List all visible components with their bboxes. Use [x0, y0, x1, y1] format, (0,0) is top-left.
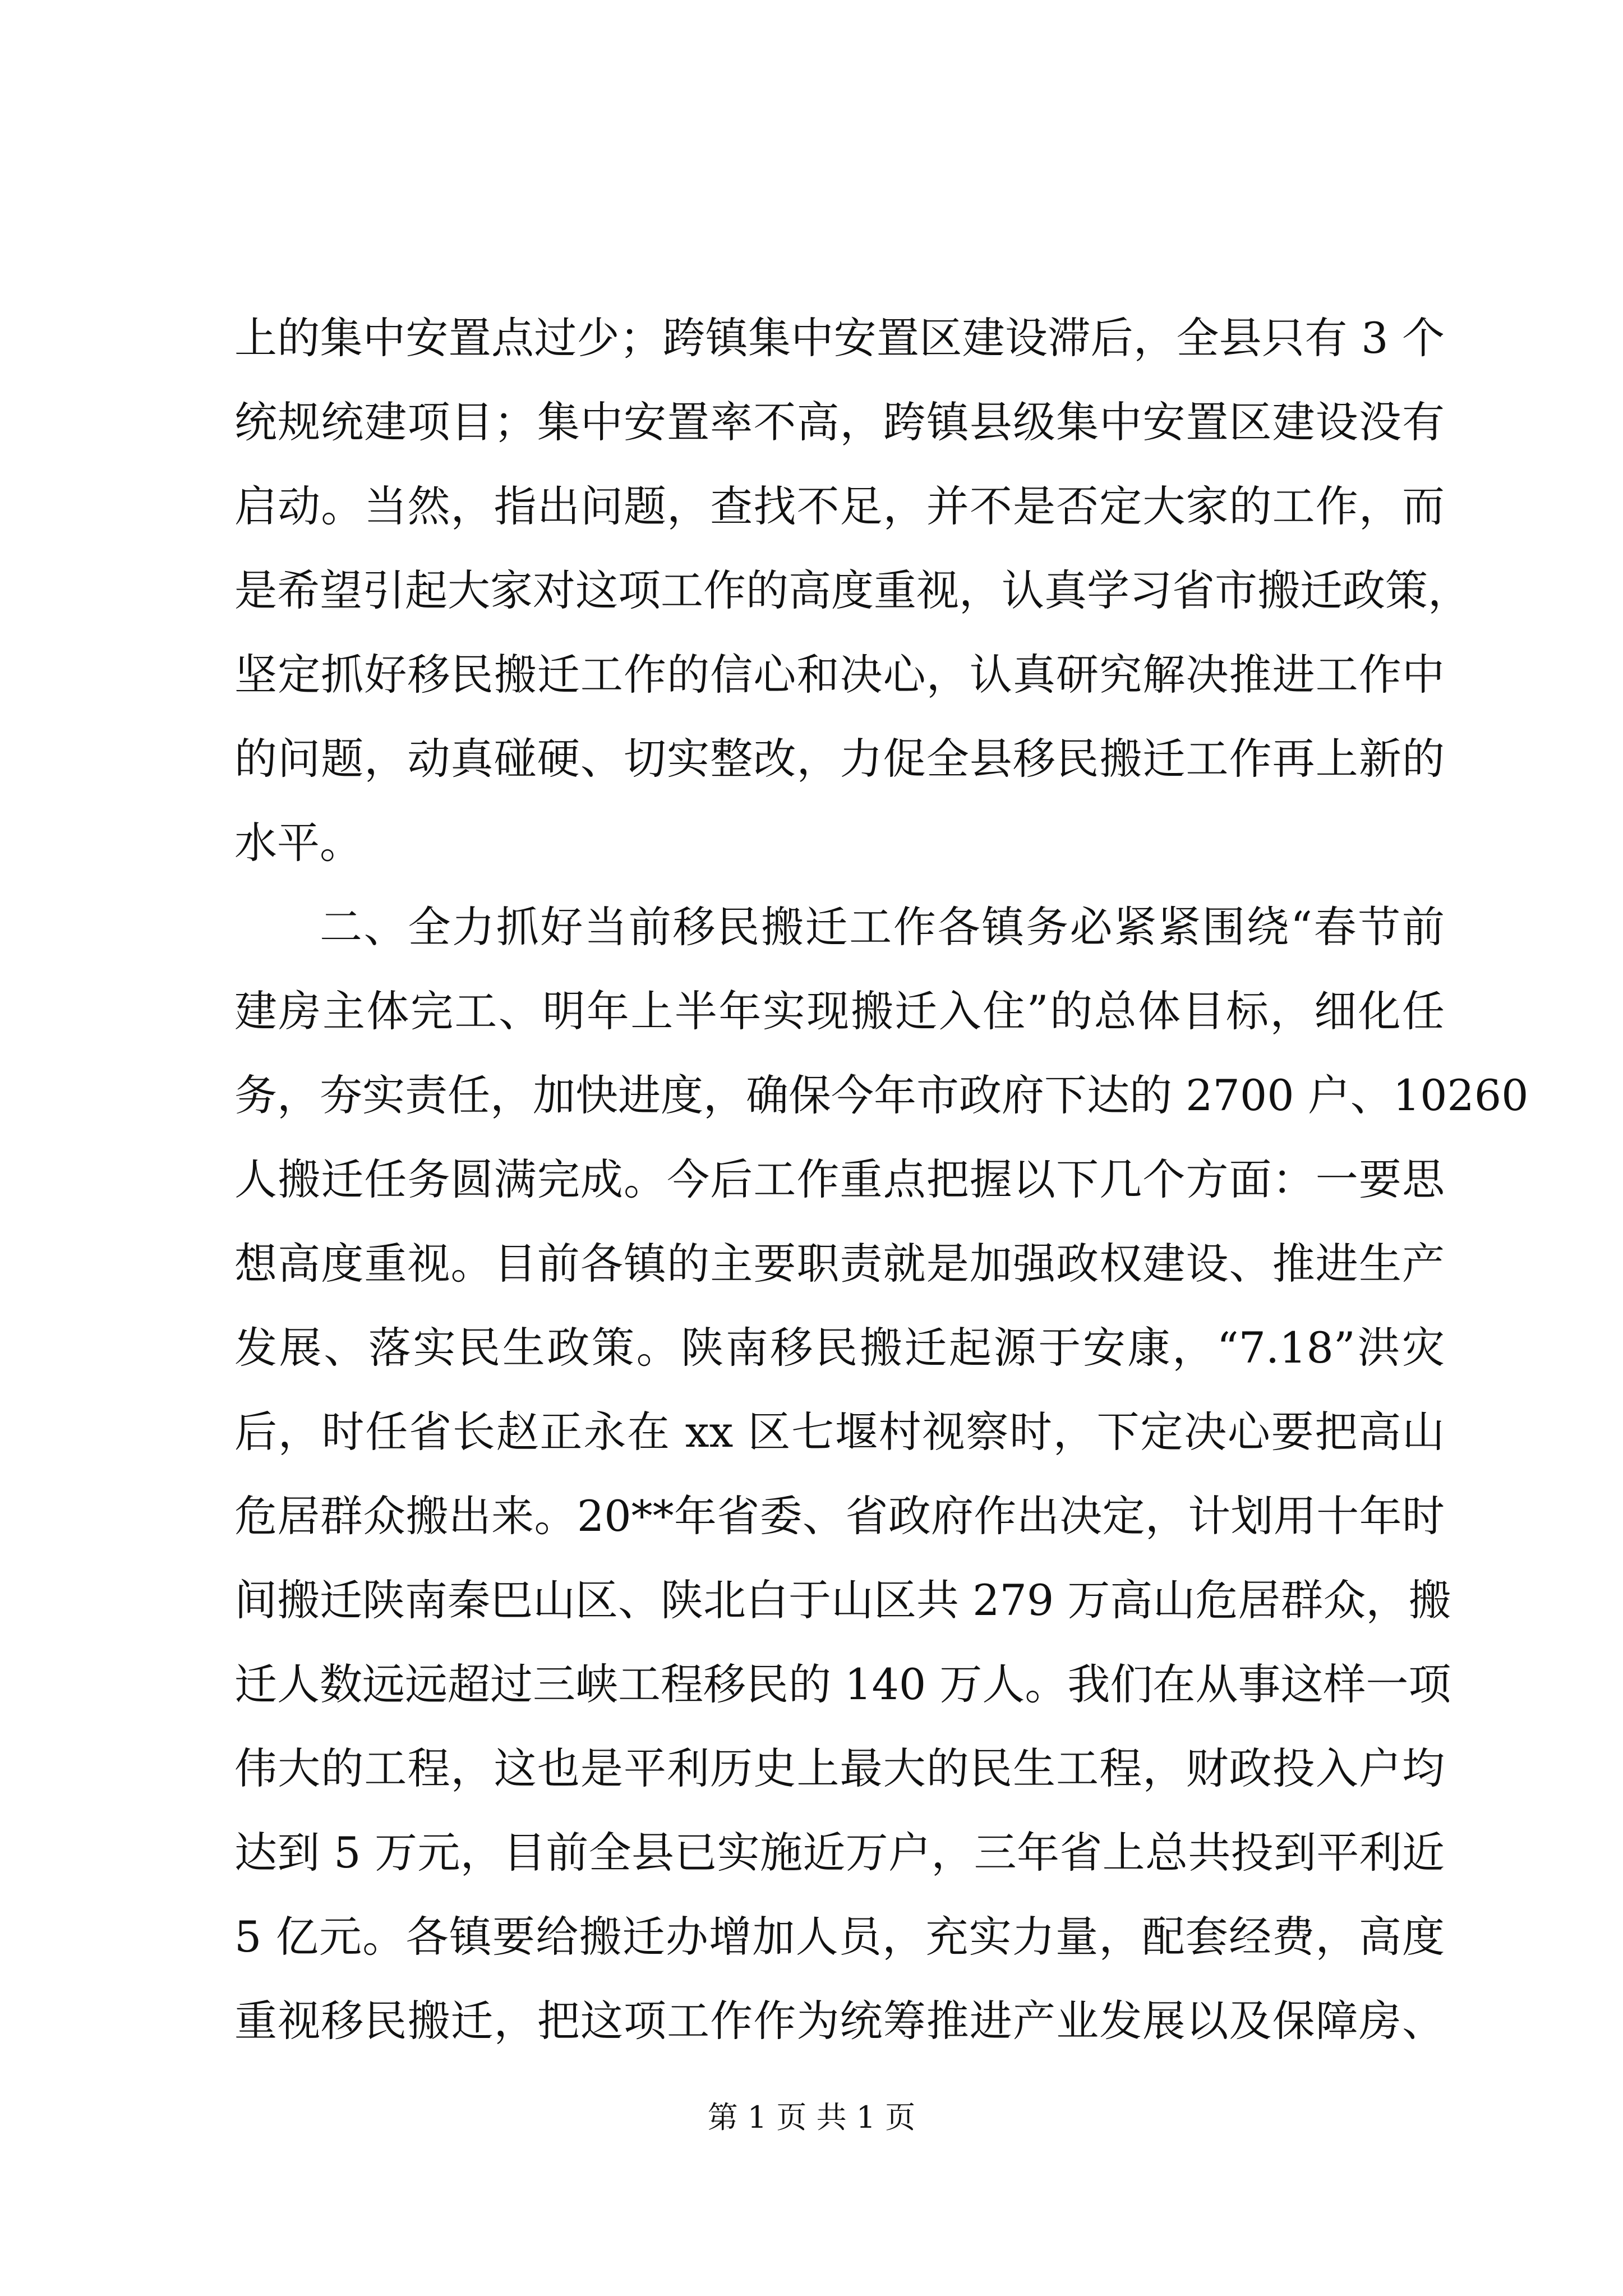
text-line: 统规统建项目；集中安置率不高，跨镇县级集中安置区建设没有	[234, 397, 1445, 447]
text-line: 重视移民搬迁，把这项工作作为统筹推进产业发展以及保障房、	[234, 1996, 1445, 2046]
text-line: 间搬迁陕南秦巴山区、陕北白于山区共 279 万高山危居群众，搬	[234, 1575, 1451, 1625]
text-line: 建房主体完工、明年上半年实现搬迁入住”的总体目标，细化任	[234, 986, 1445, 1036]
text-line: 危居群众搬出来。20**年省委、省政府作出决定，计划用十年时	[234, 1491, 1445, 1541]
text-line: 5 亿元。各镇要给搬迁办增加人员，充实力量，配套经费，高度	[234, 1912, 1445, 1962]
page-number-label: 第 1 页 共 1 页	[707, 2100, 916, 2135]
paragraph	[234, 296, 1470, 885]
paragraph	[234, 885, 1529, 2063]
text-line: 迁人数远远超过三峡工程移民的 140 万人。我们在从事这样一项	[234, 1659, 1451, 1709]
page-footer	[0, 2098, 1623, 2137]
text-line: 启动。当然，指出问题，查找不足，并不是否定大家的工作，而	[234, 481, 1445, 531]
text-line: 二、全力抓好当前移民搬迁工作各镇务必紧紧围绕“春节前	[320, 902, 1445, 952]
text-line: 务，夯实责任，加快进度，确保今年市政府下达的 2700 户、10260	[234, 1070, 1529, 1120]
text-line: 坚定抓好移民搬迁工作的信心和决心，认真研究解决推进工作中	[234, 650, 1445, 700]
text-line: 人搬迁任务圆满完成。今后工作重点把握以下几个方面：一要思	[234, 1154, 1445, 1204]
text-line: 后，时任省长赵正永在 xx 区七堰村视察时，下定决心要把高山	[234, 1407, 1445, 1457]
text-line: 是希望引起大家对这项工作的高度重视，认真学习省市搬迁政策，	[234, 565, 1470, 615]
text-line: 想高度重视。目前各镇的主要职责就是加强政权建设、推进生产	[234, 1239, 1445, 1289]
text-line: 伟大的工程，这也是平利历史上最大的民生工程，财政投入户均	[234, 1743, 1445, 1793]
text-line: 的问题，动真碰硬、切实整改，力促全县移民搬迁工作再上新的	[234, 734, 1445, 784]
text-line: 发展、落实民生政策。陕南移民搬迁起源于安康，“7.18”洪灾	[234, 1323, 1445, 1373]
text-line: 上的集中安置点过少；跨镇集中安置区建设滞后，全县只有 3 个	[234, 313, 1445, 363]
text-line: 水平。	[234, 818, 362, 868]
document-body	[234, 296, 1529, 2063]
text-line: 达到 5 万元，目前全县已实施近万户，三年省上总共投到平利近	[234, 1828, 1445, 1878]
